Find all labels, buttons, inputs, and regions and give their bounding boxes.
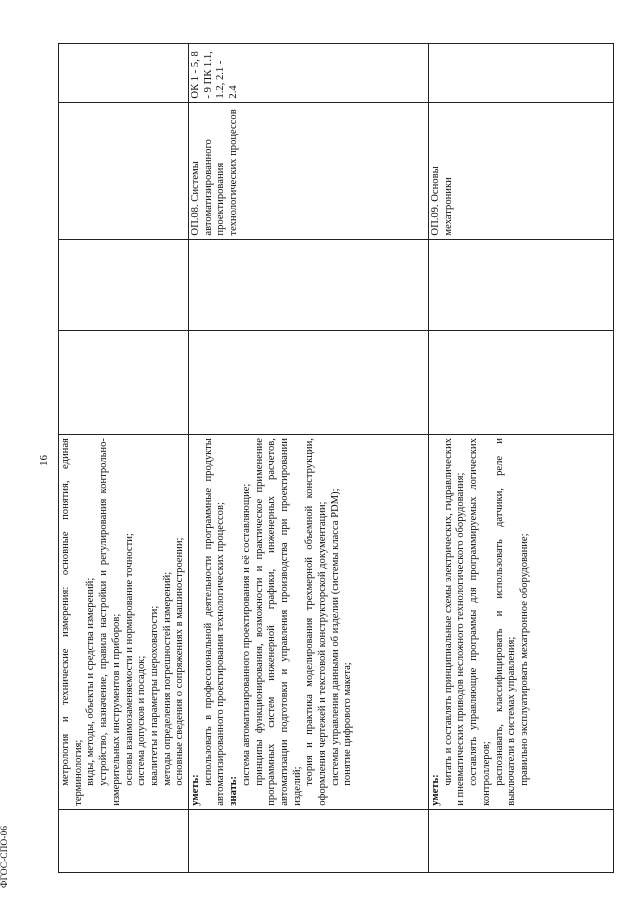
hours-max-cell: [189, 330, 429, 434]
list-item: распознавать, классифицировать и использовать датчики, реле и выключатели в системах управления;: [493, 438, 518, 806]
content-cell: [189, 435, 429, 810]
list-item: использовать в профессиональной деятельности программные продукты автоматизированного проектирования технологических процессов;: [202, 438, 227, 806]
footer-code: ФГОС-СПО-06: [0, 826, 10, 888]
discipline-cell: ОП.08. Системы автоматизированного проектирования технологических процессов: [189, 102, 429, 239]
list-item: основы взаимозаменяемости и нормирование точности;: [123, 533, 135, 786]
list-item: составлять управляющие программы для программируемых логических контроллеров;: [468, 438, 492, 806]
page-number: 16: [38, 455, 50, 466]
list-item: устройство, назначение, правила настройки и регулирования контрольно-измерительных инструментов и приборов;: [98, 438, 122, 806]
list-item: система автоматизированного проектирования и её составляющие;: [240, 483, 252, 786]
content-cell: [59, 435, 189, 810]
list-item: основные сведения о сопряжениях в машиностроении;: [174, 537, 186, 786]
competency-table: [58, 43, 614, 873]
list-item: квалитеты и параметры шероховатости;: [148, 605, 160, 786]
hours-max-cell: [429, 330, 614, 434]
list-item: система допусков и посадок;: [136, 655, 148, 786]
hours-class-cell: [59, 239, 189, 330]
list-item: правильно эксплуатировать мехатронное оборудование;: [518, 533, 530, 786]
list-item: читать и составлять принципиальные схемы электрических, гидравлических и пневматических приводов несложного технологического оборудования;: [442, 438, 467, 806]
list-item: метрология и технические измерения: основные понятия, единая терминология;: [60, 438, 84, 806]
competencies-cell: [429, 44, 614, 103]
competencies-cell: [59, 44, 189, 103]
hours-class-cell: [429, 239, 614, 330]
discipline-cell: ОП.09. Основы мехатроники: [429, 102, 614, 239]
index-cell: [59, 809, 189, 872]
umet-heading: уметь:: [430, 774, 442, 806]
list-item: понятие цифрового макета;: [342, 662, 354, 786]
list-item: системы управления данными об изделии (системы класса PDM);: [329, 488, 341, 786]
index-cell: [189, 809, 429, 872]
hours-max-cell: [59, 330, 189, 434]
list-item: виды, методы, объекты и средства измерений;: [85, 577, 97, 786]
umet-heading: уметь:: [190, 774, 202, 806]
index-cell: [429, 809, 614, 872]
content-cell: [429, 435, 614, 810]
hours-class-cell: [189, 239, 429, 330]
discipline-cell: [59, 102, 189, 239]
list-item: методы определения погрешностей измерений;: [161, 571, 173, 786]
list-item: теория и практика моделирования трехмерной объемной конструкции, оформления чертежей и текстовой конструкторской документации;: [304, 438, 329, 806]
znat-heading: знать:: [228, 776, 240, 806]
table-row: [429, 44, 614, 873]
landscape-page: [58, 43, 614, 873]
table-row: [59, 44, 189, 873]
list-item: принципы функционирования, возможности и практическое применение программных систем инженерной графики, инженерных расчетов, автоматизации подготовки и управления производства при проектировании изделий;: [253, 438, 303, 806]
table-row: [189, 44, 429, 873]
competencies-cell: ОК 1 - 5, 8 - 9 ПК 1.1, 1.2, 2.1 - 2.4: [189, 44, 429, 103]
